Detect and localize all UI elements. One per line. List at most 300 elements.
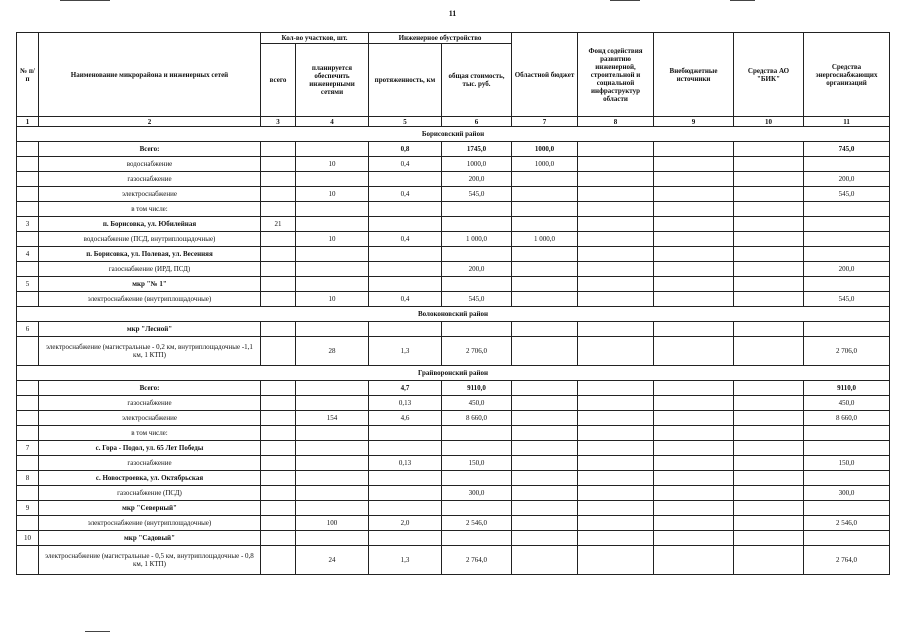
cell-cost: 1000,0 — [442, 157, 512, 172]
cell-plots-total — [261, 471, 296, 486]
cell-regional — [512, 471, 578, 486]
cell-name: Всего: — [39, 381, 261, 396]
cell-length — [369, 441, 442, 456]
cell-no: 4 — [17, 247, 39, 262]
cell-extrabudget — [654, 546, 734, 575]
cell-plots-total — [261, 531, 296, 546]
table-row — [17, 396, 890, 411]
table-row — [17, 202, 890, 217]
header-fund: Фонд содействия развитию инженерной, строительной и социальной инфраструктур области — [578, 33, 654, 117]
table-row — [17, 486, 890, 501]
cell-length: 0,13 — [369, 456, 442, 471]
cell-plots-total — [261, 441, 296, 456]
cell-length: 1,3 — [369, 546, 442, 575]
cell-energy — [804, 531, 890, 546]
cell-plots-total — [261, 486, 296, 501]
cell-no — [17, 486, 39, 501]
cell-fund — [578, 456, 654, 471]
district-name: Волоконовский район — [17, 307, 890, 322]
cell-plots-planned — [296, 396, 369, 411]
cell-name: Всего: — [39, 142, 261, 157]
cell-name: электроснабжение (внутриплощадочные) — [39, 292, 261, 307]
table-row — [17, 516, 890, 531]
cell-length: 0,4 — [369, 187, 442, 202]
cell-regional — [512, 172, 578, 187]
cell-regional — [512, 381, 578, 396]
cell-name: мкр "№ 1" — [39, 277, 261, 292]
cell-name: электроснабжение (внутриплощадочные) — [39, 516, 261, 531]
cell-fund — [578, 202, 654, 217]
cell-plots-planned — [296, 172, 369, 187]
header-cost: общая стоимость, тыс. руб. — [442, 44, 512, 117]
cell-no — [17, 411, 39, 426]
cell-no: 9 — [17, 501, 39, 516]
cell-energy: 200,0 — [804, 172, 890, 187]
cell-bik — [734, 381, 804, 396]
cell-bik — [734, 546, 804, 575]
cell-bik — [734, 232, 804, 247]
cell-bik — [734, 471, 804, 486]
cell-regional — [512, 441, 578, 456]
cell-extrabudget — [654, 381, 734, 396]
cell-energy: 2 706,0 — [804, 337, 890, 366]
cell-plots-total — [261, 247, 296, 262]
table-row — [17, 262, 890, 277]
cell-bik — [734, 172, 804, 187]
cell-name: мкр "Северный" — [39, 501, 261, 516]
cell-bik — [734, 411, 804, 426]
table-row — [17, 426, 890, 441]
cell-energy: 545,0 — [804, 292, 890, 307]
cell-length: 1,3 — [369, 337, 442, 366]
header-name: Наименование микрорайона и инженерных сетей — [39, 33, 261, 117]
header-plots-planned: планируется обеспечить инженерными сетями — [296, 44, 369, 117]
cell-plots-total — [261, 187, 296, 202]
page-number: 11 — [448, 9, 457, 18]
cell-no — [17, 426, 39, 441]
cell-extrabudget — [654, 411, 734, 426]
cell-regional — [512, 202, 578, 217]
cell-extrabudget — [654, 142, 734, 157]
cell-plots-planned — [296, 247, 369, 262]
cell-bik — [734, 456, 804, 471]
cell-plots-total — [261, 516, 296, 531]
cell-name: газоснабжение — [39, 396, 261, 411]
scan-edge-line — [60, 0, 110, 1]
cell-energy — [804, 157, 890, 172]
cell-length: 2,0 — [369, 516, 442, 531]
cell-no — [17, 187, 39, 202]
cell-no — [17, 381, 39, 396]
scan-edge-line — [610, 0, 640, 1]
cell-plots-total — [261, 142, 296, 157]
cell-cost: 545,0 — [442, 187, 512, 202]
cell-regional — [512, 456, 578, 471]
cell-regional — [512, 262, 578, 277]
cell-plots-total — [261, 292, 296, 307]
cell-fund — [578, 411, 654, 426]
cell-cost — [442, 202, 512, 217]
cell-length — [369, 322, 442, 337]
cell-bik — [734, 157, 804, 172]
cell-cost — [442, 441, 512, 456]
cell-bik — [734, 322, 804, 337]
table-row — [17, 411, 890, 426]
cell-energy — [804, 277, 890, 292]
cell-name: п. Борисовка, ул. Юбилейная — [39, 217, 261, 232]
cell-plots-planned — [296, 322, 369, 337]
cell-extrabudget — [654, 516, 734, 531]
cell-plots-total — [261, 396, 296, 411]
col-number: 6 — [442, 117, 512, 127]
header-bik: Средства АО "БИК" — [734, 33, 804, 117]
cell-fund — [578, 486, 654, 501]
cell-energy: 9110,0 — [804, 381, 890, 396]
cell-cost — [442, 247, 512, 262]
cell-bik — [734, 217, 804, 232]
cell-energy — [804, 217, 890, 232]
header-no: № п/п — [17, 33, 39, 117]
cell-energy — [804, 322, 890, 337]
scan-edge-line — [85, 631, 110, 632]
cell-regional — [512, 292, 578, 307]
cell-extrabudget — [654, 232, 734, 247]
cell-bik — [734, 202, 804, 217]
cell-extrabudget — [654, 471, 734, 486]
cell-cost — [442, 217, 512, 232]
table-row — [17, 232, 890, 247]
cell-no — [17, 142, 39, 157]
cell-no: 10 — [17, 531, 39, 546]
cell-bik — [734, 426, 804, 441]
cell-no — [17, 262, 39, 277]
table-row — [17, 292, 890, 307]
cell-plots-planned — [296, 262, 369, 277]
cell-regional — [512, 187, 578, 202]
cell-bik — [734, 277, 804, 292]
cell-length — [369, 426, 442, 441]
cell-no — [17, 232, 39, 247]
header-regional-budget: Областной бюджет — [512, 33, 578, 117]
cell-plots-planned — [296, 441, 369, 456]
cell-energy — [804, 232, 890, 247]
cell-fund — [578, 471, 654, 486]
cell-length: 4,7 — [369, 381, 442, 396]
cell-bik — [734, 142, 804, 157]
cell-name: электроснабжение (магистральные - 0,2 км, внутриплощадочные -1,1 км, 1 КТП) — [39, 337, 261, 366]
district-row — [17, 127, 890, 142]
cell-cost: 2 764,0 — [442, 546, 512, 575]
cell-cost: 150,0 — [442, 456, 512, 471]
cell-plots-planned — [296, 217, 369, 232]
cell-extrabudget — [654, 187, 734, 202]
cell-cost: 545,0 — [442, 292, 512, 307]
cell-fund — [578, 337, 654, 366]
cell-cost — [442, 501, 512, 516]
table-row — [17, 456, 890, 471]
district-name: Борисовский район — [17, 127, 890, 142]
district-row — [17, 307, 890, 322]
cell-name: водоснабжение (ПСД, внутриплощадочные) — [39, 232, 261, 247]
cell-regional: 1000,0 — [512, 157, 578, 172]
cell-plots-total — [261, 546, 296, 575]
cell-energy — [804, 202, 890, 217]
cell-no — [17, 172, 39, 187]
col-number: 7 — [512, 117, 578, 127]
cell-plots-total — [261, 262, 296, 277]
cell-plots-total — [261, 172, 296, 187]
cell-plots-total — [261, 157, 296, 172]
cell-regional — [512, 516, 578, 531]
table-row — [17, 337, 890, 366]
cell-regional — [512, 247, 578, 262]
cell-regional — [512, 337, 578, 366]
cell-length: 0,4 — [369, 232, 442, 247]
cell-bik — [734, 396, 804, 411]
cell-energy: 150,0 — [804, 456, 890, 471]
cell-extrabudget — [654, 486, 734, 501]
cell-extrabudget — [654, 426, 734, 441]
cell-regional — [512, 277, 578, 292]
cell-plots-planned — [296, 531, 369, 546]
table-row — [17, 187, 890, 202]
location-row — [17, 247, 890, 262]
cell-extrabudget — [654, 441, 734, 456]
cell-regional — [512, 322, 578, 337]
cell-no: 8 — [17, 471, 39, 486]
col-number: 1 — [17, 117, 39, 127]
cell-energy — [804, 247, 890, 262]
cell-plots-total — [261, 322, 296, 337]
cell-no — [17, 157, 39, 172]
cell-bik — [734, 187, 804, 202]
cell-fund — [578, 172, 654, 187]
cell-cost: 1 000,0 — [442, 232, 512, 247]
cell-no — [17, 516, 39, 531]
cell-name: газоснабжение (ПСД) — [39, 486, 261, 501]
cell-bik — [734, 292, 804, 307]
cell-energy — [804, 501, 890, 516]
cell-name: в том числе: — [39, 426, 261, 441]
cell-plots-planned: 10 — [296, 292, 369, 307]
cell-name: газоснабжение (ИРД, ПСД) — [39, 262, 261, 277]
cell-bik — [734, 247, 804, 262]
cell-bik — [734, 441, 804, 456]
cell-length — [369, 172, 442, 187]
cell-energy: 2 764,0 — [804, 546, 890, 575]
col-number: 4 — [296, 117, 369, 127]
header-engineering-group: Инженерное обустройство — [369, 33, 512, 44]
cell-regional — [512, 411, 578, 426]
cell-no — [17, 292, 39, 307]
cell-plots-total — [261, 277, 296, 292]
cell-bik — [734, 486, 804, 501]
header-extrabudget: Внебюджетные источники — [654, 33, 734, 117]
cell-cost: 300,0 — [442, 486, 512, 501]
cell-plots-total — [261, 456, 296, 471]
cell-cost — [442, 322, 512, 337]
cell-bik — [734, 501, 804, 516]
cell-energy: 200,0 — [804, 262, 890, 277]
cell-fund — [578, 292, 654, 307]
cell-energy: 545,0 — [804, 187, 890, 202]
cell-name: в том числе: — [39, 202, 261, 217]
cell-no — [17, 546, 39, 575]
location-row — [17, 217, 890, 232]
cell-fund — [578, 232, 654, 247]
cell-fund — [578, 247, 654, 262]
cell-no — [17, 337, 39, 366]
cell-cost: 450,0 — [442, 396, 512, 411]
cell-plots-total — [261, 202, 296, 217]
cell-no — [17, 396, 39, 411]
cell-extrabudget — [654, 456, 734, 471]
cell-cost: 8 660,0 — [442, 411, 512, 426]
col-number: 5 — [369, 117, 442, 127]
cell-plots-planned: 24 — [296, 546, 369, 575]
cell-cost — [442, 277, 512, 292]
cell-plots-planned: 28 — [296, 337, 369, 366]
cell-plots-planned: 100 — [296, 516, 369, 531]
cell-length: 4,6 — [369, 411, 442, 426]
cell-name: электроснабжение — [39, 187, 261, 202]
cell-energy: 745,0 — [804, 142, 890, 157]
header-plots-total: всего — [261, 44, 296, 117]
cell-name: с. Гора - Подол, ул. 65 Лет Победы — [39, 441, 261, 456]
cell-fund — [578, 441, 654, 456]
location-row — [17, 441, 890, 456]
cell-plots-planned — [296, 501, 369, 516]
cell-extrabudget — [654, 277, 734, 292]
district-row — [17, 366, 890, 381]
header-plots-group: Кол-во участков, шт. — [261, 33, 369, 44]
cell-extrabudget — [654, 396, 734, 411]
col-number: 3 — [261, 117, 296, 127]
col-number: 10 — [734, 117, 804, 127]
cell-plots-planned: 10 — [296, 157, 369, 172]
scan-edge-line — [730, 0, 755, 1]
location-row — [17, 322, 890, 337]
cell-length — [369, 486, 442, 501]
cell-extrabudget — [654, 292, 734, 307]
cell-bik — [734, 516, 804, 531]
cell-regional — [512, 426, 578, 441]
cell-name: электроснабжение (магистральные - 0,5 км, внутриплощадочные - 0,8 км, 1 КТП) — [39, 546, 261, 575]
cell-extrabudget — [654, 217, 734, 232]
cell-extrabudget — [654, 172, 734, 187]
cell-extrabudget — [654, 157, 734, 172]
cell-fund — [578, 426, 654, 441]
cell-plots-planned — [296, 426, 369, 441]
cell-energy — [804, 426, 890, 441]
cell-length — [369, 217, 442, 232]
cell-energy: 8 660,0 — [804, 411, 890, 426]
table-row — [17, 546, 890, 575]
cell-plots-total: 21 — [261, 217, 296, 232]
cell-cost: 1745,0 — [442, 142, 512, 157]
col-number: 8 — [578, 117, 654, 127]
cell-regional — [512, 546, 578, 575]
cell-plots-planned: 10 — [296, 187, 369, 202]
cell-energy — [804, 441, 890, 456]
cell-no: 6 — [17, 322, 39, 337]
cell-name: газоснабжение — [39, 172, 261, 187]
cell-cost — [442, 471, 512, 486]
cell-energy: 2 546,0 — [804, 516, 890, 531]
cell-bik — [734, 262, 804, 277]
cell-plots-planned — [296, 456, 369, 471]
cell-name: электроснабжение — [39, 411, 261, 426]
cell-name: п. Борисовка, ул. Полевая, ул. Весенняя — [39, 247, 261, 262]
table-row — [17, 172, 890, 187]
cell-extrabudget — [654, 531, 734, 546]
cell-fund — [578, 187, 654, 202]
total-row — [17, 142, 890, 157]
cell-fund — [578, 501, 654, 516]
cell-name: с. Новостроевка, ул. Октябрьская — [39, 471, 261, 486]
cell-name: водоснабжение — [39, 157, 261, 172]
cell-regional: 1000,0 — [512, 142, 578, 157]
cell-no: 5 — [17, 277, 39, 292]
cell-fund — [578, 262, 654, 277]
cell-fund — [578, 546, 654, 575]
cell-plots-planned: 154 — [296, 411, 369, 426]
cell-cost: 200,0 — [442, 262, 512, 277]
cell-no — [17, 456, 39, 471]
cell-length — [369, 262, 442, 277]
cell-fund — [578, 396, 654, 411]
engineering-infrastructure-table — [16, 32, 890, 575]
table-row — [17, 157, 890, 172]
cell-extrabudget — [654, 202, 734, 217]
cell-name: мкр "Садовый" — [39, 531, 261, 546]
header-energy: Средства энергоснабжающих организаций — [804, 33, 890, 117]
cell-no — [17, 202, 39, 217]
cell-length: 0,8 — [369, 142, 442, 157]
cell-plots-planned: 10 — [296, 232, 369, 247]
cell-extrabudget — [654, 337, 734, 366]
cell-fund — [578, 142, 654, 157]
cell-name: мкр "Лесной" — [39, 322, 261, 337]
cell-bik — [734, 337, 804, 366]
cell-plots-total — [261, 411, 296, 426]
cell-length — [369, 501, 442, 516]
cell-cost: 200,0 — [442, 172, 512, 187]
cell-cost: 2 546,0 — [442, 516, 512, 531]
cell-energy: 450,0 — [804, 396, 890, 411]
cell-plots-planned — [296, 486, 369, 501]
cell-plots-total — [261, 232, 296, 247]
cell-extrabudget — [654, 262, 734, 277]
cell-length — [369, 247, 442, 262]
cell-fund — [578, 217, 654, 232]
cell-no: 7 — [17, 441, 39, 456]
cell-length — [369, 471, 442, 486]
cell-length: 0,13 — [369, 396, 442, 411]
cell-regional — [512, 486, 578, 501]
cell-plots-total — [261, 381, 296, 396]
district-name: Грайворонский район — [17, 366, 890, 381]
cell-fund — [578, 381, 654, 396]
cell-fund — [578, 277, 654, 292]
col-number: 9 — [654, 117, 734, 127]
cell-regional — [512, 396, 578, 411]
cell-regional: 1 000,0 — [512, 232, 578, 247]
table-body — [17, 127, 890, 575]
total-row — [17, 381, 890, 396]
cell-regional — [512, 531, 578, 546]
cell-regional — [512, 501, 578, 516]
